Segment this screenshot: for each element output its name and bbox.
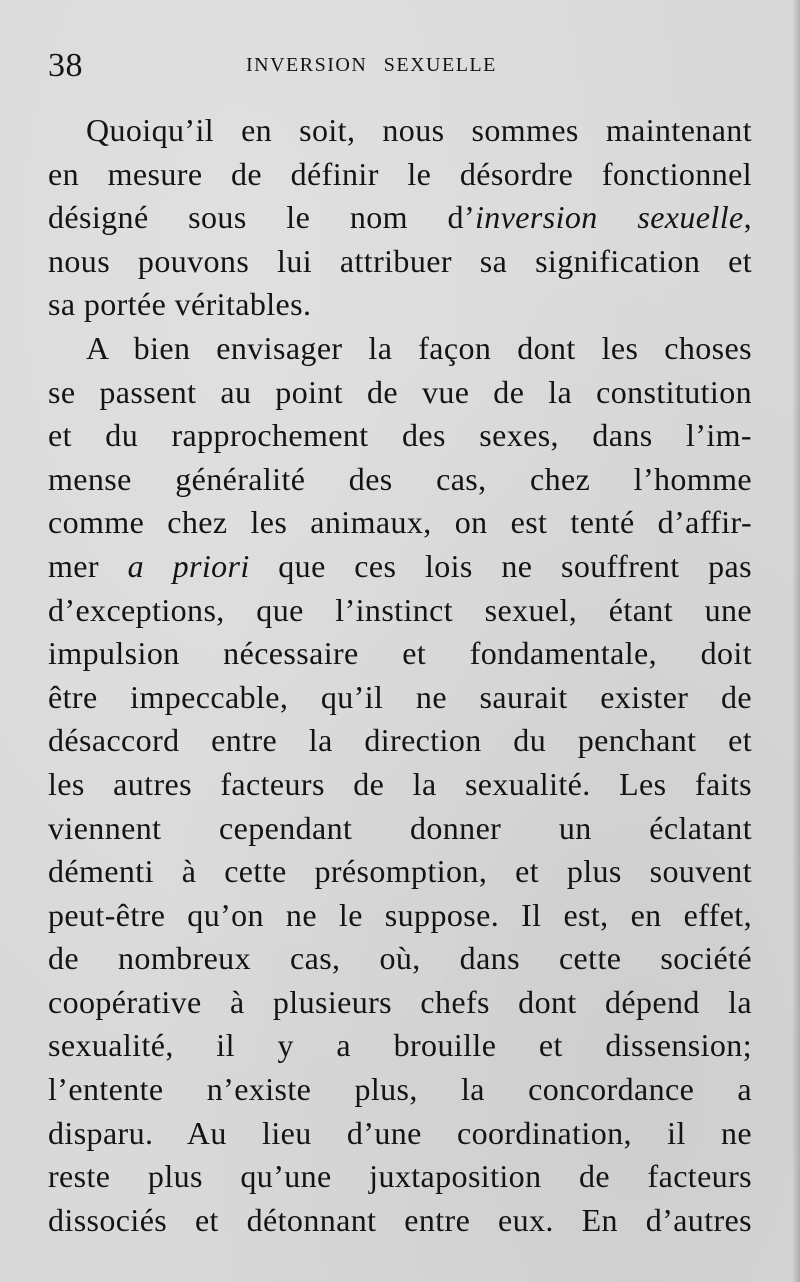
text-segment: de nombreux cas, où, dans cette société <box>48 940 752 977</box>
page-number: 38 <box>48 47 83 84</box>
text-line <box>48 894 752 938</box>
text-segment: sexualité, il y a brouille et dissension; <box>48 1027 752 1064</box>
text-segment: d’exceptions, que l’instinct sexuel, étant une <box>48 591 752 628</box>
text-segment: coopérative à plusieurs chefs dont dépend la <box>48 983 752 1020</box>
text-segment: se passent au point de vue de la constitution <box>48 373 752 410</box>
text-segment: peut-être qu’on ne le suppose. Il est, en effet, <box>48 896 752 933</box>
text-line <box>48 371 752 415</box>
text-line <box>48 1068 752 1112</box>
text-segment: reste plus qu’une juxtaposition de facteurs <box>48 1158 752 1195</box>
page-header <box>48 40 750 88</box>
text-segment: désaccord entre la direction du penchant et <box>48 722 752 759</box>
text-segment: les autres facteurs de la sexualité. Les faits <box>48 765 752 802</box>
text-line <box>48 1199 752 1243</box>
text-segment: et du rapprochement des sexes, dans l’im- <box>48 417 752 454</box>
text-segment: nous pouvons lui attribuer sa signification et <box>48 242 752 279</box>
text-segment: comme chez les animaux, on est tenté d’affir- <box>48 504 752 541</box>
text-segment: disparu. Au lieu d’une coordination, il ne <box>48 1114 752 1151</box>
text-line <box>48 196 752 240</box>
text-line <box>48 414 752 458</box>
text-line <box>48 632 752 676</box>
italic-text: a priori <box>127 547 250 584</box>
body-text <box>48 109 752 1242</box>
text-line <box>48 283 752 327</box>
text-line <box>48 676 752 720</box>
text-segment: , <box>743 199 752 236</box>
text-line <box>48 240 752 284</box>
text-line <box>48 501 752 545</box>
text-line <box>48 458 752 502</box>
text-segment: sa portée véritables. <box>48 286 312 323</box>
text-line <box>48 981 752 1025</box>
text-line <box>48 807 752 851</box>
text-segment: impulsion nécessaire et fondamentale, doit <box>48 635 752 672</box>
italic-text: inversion sexuelle <box>475 199 744 236</box>
text-segment: désigné sous le nom d’ <box>48 199 476 236</box>
text-segment: l’entente n’existe plus, la concordance a <box>48 1071 752 1108</box>
text-line <box>48 327 752 371</box>
text-segment: mer <box>48 547 128 584</box>
text-line <box>48 1112 752 1156</box>
text-segment: dissociés et détonnant entre eux. En d’autres <box>48 1201 752 1238</box>
text-line <box>48 850 752 894</box>
text-segment: être impeccable, qu’il ne saurait exister de <box>48 678 752 715</box>
text-line <box>48 153 752 197</box>
text-segment: que ces lois ne souffrent pas <box>249 547 753 584</box>
text-line <box>48 589 752 633</box>
page-edge-shadow <box>792 0 800 1282</box>
running-title: INVERSION SEXUELLE <box>246 54 497 76</box>
text-line <box>48 545 752 589</box>
text-segment: viennent cependant donner un éclatant <box>48 809 752 846</box>
text-segment: démenti à cette présomption, et plus souvent <box>48 853 752 890</box>
text-segment: A bien envisager la façon dont les choses <box>86 329 752 366</box>
text-segment: mense généralité des cas, chez l’homme <box>48 460 752 497</box>
text-line <box>48 937 752 981</box>
text-line <box>48 1155 752 1199</box>
text-line <box>48 1024 752 1068</box>
text-segment: Quoiqu’il en soit, nous sommes maintenant <box>86 112 752 148</box>
text-line <box>48 763 752 807</box>
text-segment: en mesure de définir le désordre fonctionnel <box>48 155 752 192</box>
text-line <box>48 109 752 153</box>
text-line <box>48 719 752 763</box>
